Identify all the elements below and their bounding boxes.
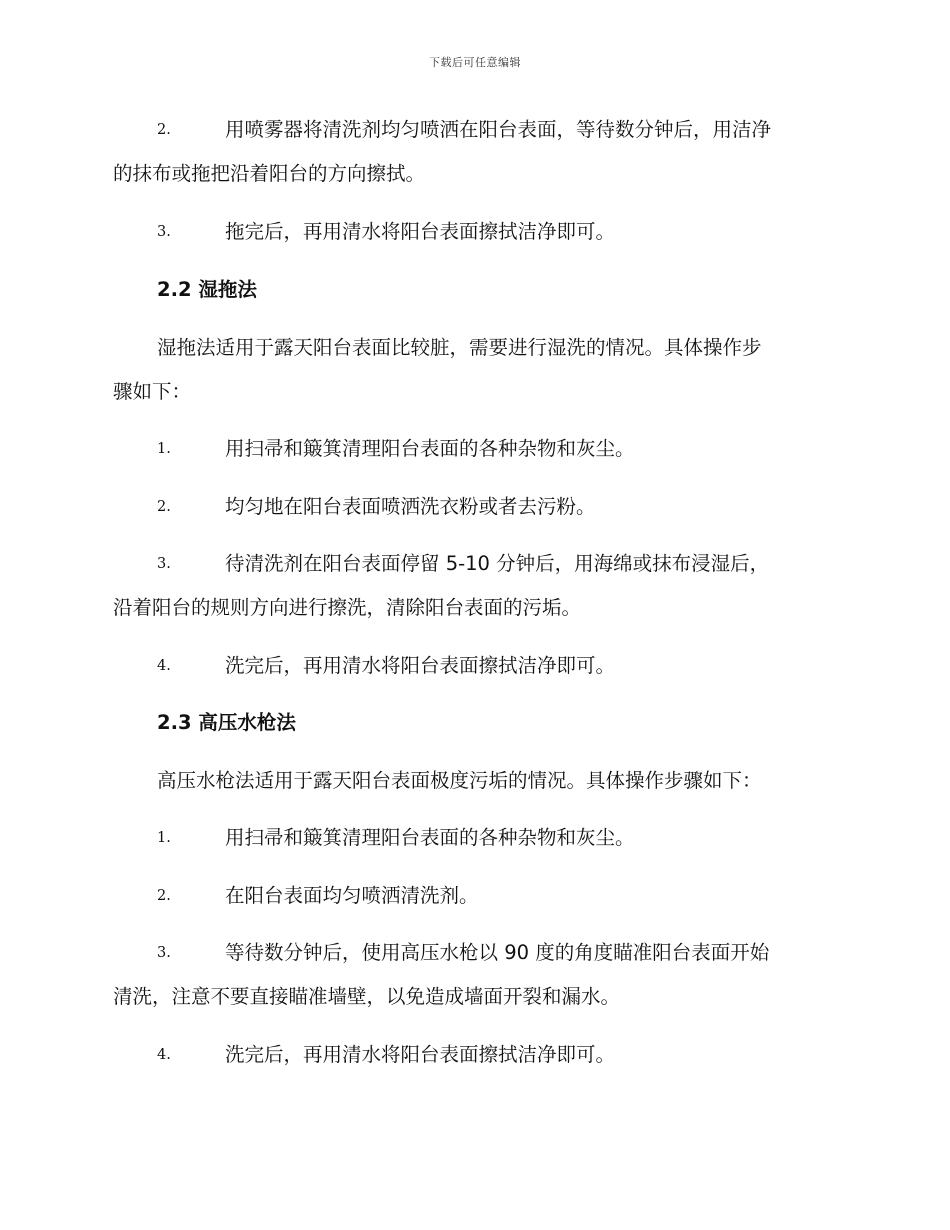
list-item-text: 等待数分钟后，使用高压水枪以 90 度的角度瞄准阳台表面开始 [225,941,770,964]
list-number: 2. [157,499,171,515]
list-number: 1. [157,830,171,846]
list-item-text: 待清洗剂在阳台表面停留 5-10 分钟后，用海绵或抹布浸湿后， [225,552,770,575]
list-item-text: 洗完后，再用清水将阳台表面擦拭洁净即可。 [225,654,616,677]
section-heading-high-pressure: 2.3 高压水枪法 [157,711,296,734]
section-heading-wet-mop: 2.2 湿拖法 [157,278,257,301]
list-item-continuation: 清洗，注意不要直接瞄准墙壁，以免造成墙面开裂和漏水。 [113,985,621,1008]
list-item-text: 用扫帚和簸箕清理阳台表面的各种杂物和灰尘。 [225,437,635,460]
section-intro-continuation: 骤如下： [113,380,192,403]
page-header: 下载后可任意编辑 [429,56,521,69]
list-number: 4. [157,1047,171,1063]
list-item-text: 用喷雾器将清洗剂均匀喷洒在阳台表面，等待数分钟后，用洁净 [225,118,772,141]
list-number: 3. [157,224,171,240]
list-item-continuation: 的抹布或拖把沿着阳台的方向擦拭。 [113,162,426,185]
list-number: 4. [157,658,171,674]
list-item-text: 在阳台表面均匀喷洒清洗剂。 [225,884,479,907]
list-number: 2. [157,888,171,904]
list-item-text: 洗完后，再用清水将阳台表面擦拭洁净即可。 [225,1043,616,1066]
list-number: 1. [157,441,171,457]
section-intro: 湿拖法适用于露天阳台表面比较脏，需要进行湿洗的情况。具体操作步 [157,336,762,359]
list-number: 3. [157,945,171,961]
list-item-continuation: 沿着阳台的规则方向进行擦洗，清除阳台表面的污垢。 [113,596,582,619]
list-item-text: 用扫帚和簸箕清理阳台表面的各种杂物和灰尘。 [225,826,635,849]
list-number: 3. [157,556,171,572]
list-number: 2. [157,122,171,138]
list-item-text: 均匀地在阳台表面喷洒洗衣粉或者去污粉。 [225,495,596,518]
list-item-text: 拖完后，再用清水将阳台表面擦拭洁净即可。 [225,220,616,243]
section-intro: 高压水枪法适用于露天阳台表面极度污垢的情况。具体操作步骤如下： [157,769,762,792]
